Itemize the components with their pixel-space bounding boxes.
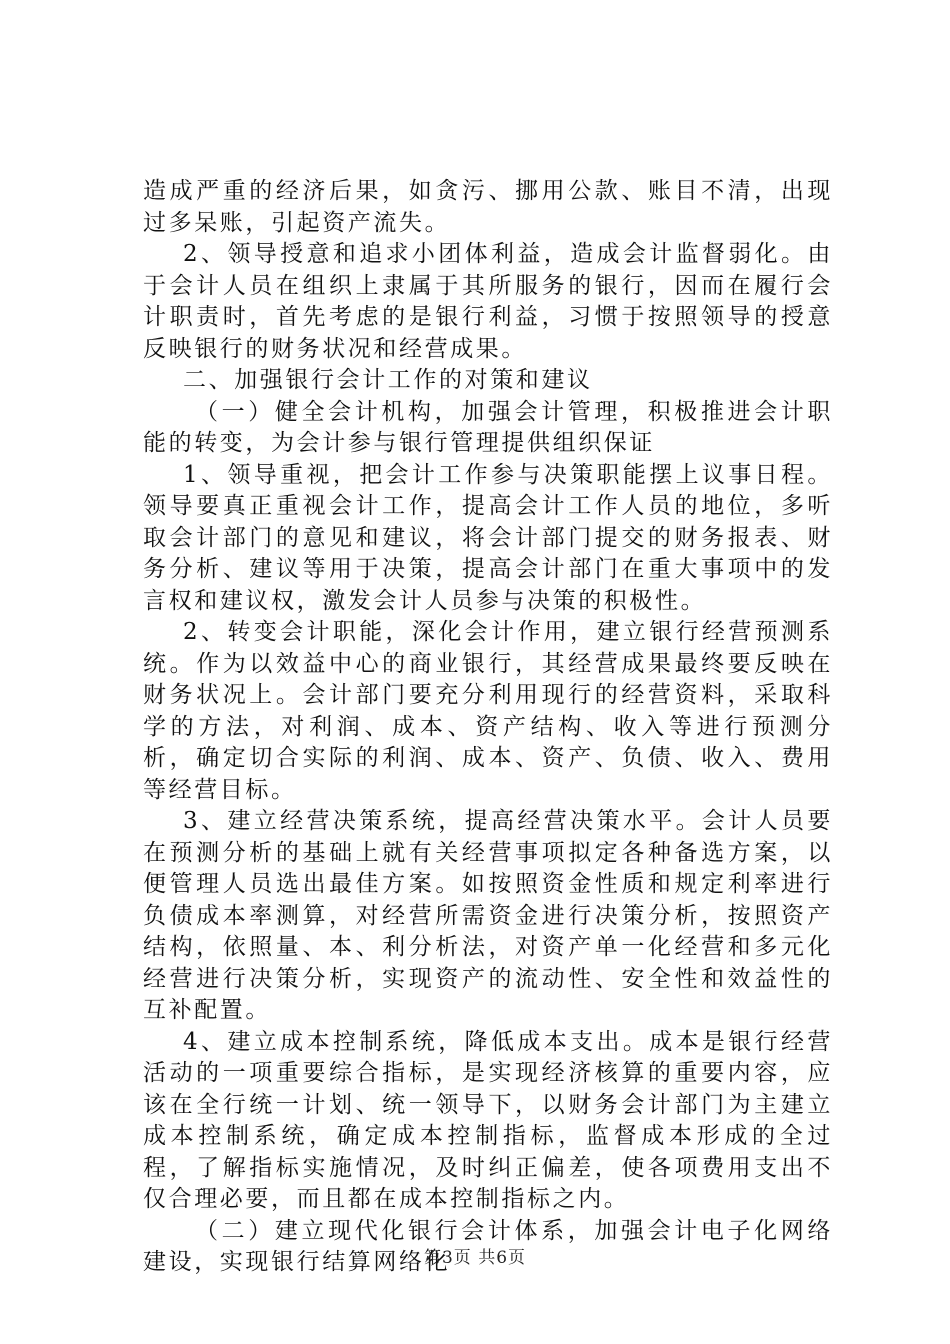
paragraph-3: 1、领导重视，把会计工作参与决策职能摆上议事日程。领导要真正重视会计工作，提高会计工作人员的地位，多听取会计部门的意见和建议，将会计部门提交的财务报表、财务分析、建议等用于决策，提高会计部门在重大事项中的发言权和建议权，激发会计人员参与决策的积极性。: [143, 461, 833, 614]
section-heading: 二、加强银行会计工作的对策和建议: [183, 367, 593, 393]
page-footer: 第3页 共6页: [423, 1248, 527, 1268]
subsection-heading-1: （一）健全会计机构，加强会计管理，积极推进会计职能的转变，为会计参与银行管理提供组织保证: [143, 398, 833, 456]
paragraph-6: 4、建立成本控制系统，降低成本支出。成本是银行经营活动的一项重要综合指标，是实现经济核算的重要内容，应该在全行统一计划、统一领导下，以财务会计部门为主建立成本控制系统，确定成本控制指标，监督成本形成的全过程，了解指标实施情况，及时纠正偏差，使各项费用支出不仅合理必要，而且都在成本控制指标之内。: [143, 1028, 833, 1212]
subsection-heading-2: （二）建立现代化银行会计体系，加强会计电子化网络建设，实现银行结算网络化: [143, 1217, 833, 1275]
paragraph-2: 2、领导授意和追求小团体利益，造成会计监督弱化。由于会计人员在组织上隶属于其所服务的银行，因而在履行会计职责时，首先考虑的是银行利益，习惯于按照领导的授意反映银行的财务状况和经营成果。: [143, 241, 833, 362]
paragraph-4: 2、转变会计职能，深化会计作用，建立银行经营预测系统。作为以效益中心的商业银行，其经营成果最终要反映在财务状况上。会计部门要充分利用现行的经营资料，采取科学的方法，对利润、成本、资产结构、收入等进行预测分析，确定切合实际的利润、成本、资产、负债、收入、费用等经营目标。: [143, 619, 833, 803]
paragraph-5: 3、建立经营决策系统，提高经营决策水平。会计人员要在预测分析的基础上就有关经营事项拟定各种备选方案，以便管理人员选出最佳方案。如按照资金性质和规定利率进行负债成本率测算，对经营所需资金进行决策分析，按照资产结构，依照量、本、利分析法，对资产单一化经营和多元化经营进行决策分析，实现资产的流动性、安全性和效益性的互补配置。: [143, 808, 833, 1023]
paragraph-1: 造成严重的经济后果，如贪污、挪用公款、账目不清，出现过多呆账，引起资产流失。: [143, 178, 833, 236]
document-body: [143, 176, 833, 1279]
